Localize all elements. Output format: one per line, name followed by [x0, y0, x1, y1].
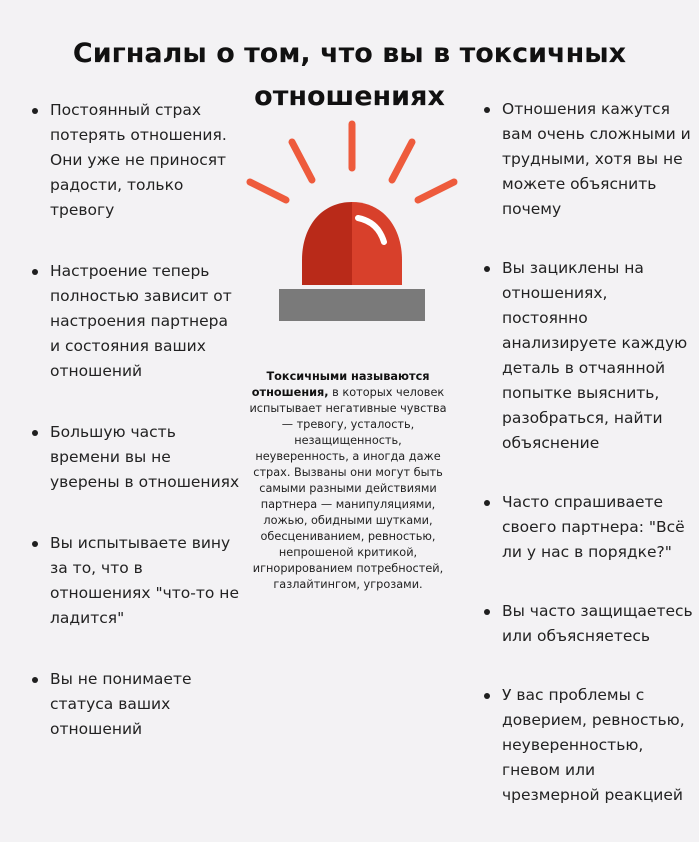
list-item — [478, 599, 693, 649]
list-item — [26, 98, 241, 223]
ray-upper-right — [392, 142, 412, 180]
list-item-text: Часто спрашиваете своего партнера: "Всё ли у нас в порядке?" — [502, 493, 685, 561]
ray-upper-left — [292, 142, 312, 180]
siren-dome-right — [352, 202, 402, 285]
definition-text — [248, 369, 448, 593]
right-signal-list — [478, 97, 693, 842]
list-item — [478, 256, 693, 456]
definition-bold: Токсичными называются отношения, — [251, 370, 430, 399]
list-item-text: Вы часто защищаетесь или объясняетесь — [502, 602, 693, 645]
definition-rest: в которых человек испытывает негативные чувства — тревогу, усталость, незащищенность, неуверенность, а иногда даже страх. Вызваны они могут быть самыми разными действиями партнера — манипуляциями, ложью, обидными шутками, обесцениванием, ревностью, непрошеной критикой, игнорированием потребностей, газлайтингом, угрозами. — [249, 386, 447, 591]
bullet-icon — [32, 430, 38, 436]
list-item — [478, 683, 693, 808]
siren-dome-left — [302, 202, 352, 285]
list-item-text: Вы зациклены на отношениях, постоянно анализируете каждую деталь в отчаянной попытке выяснить, разобраться, найти объяснение — [502, 259, 688, 452]
list-item — [26, 420, 241, 495]
list-item-text: Отношения кажутся вам очень сложными и трудными, хотя вы не можете объяснить почему — [502, 100, 691, 218]
ray-lower-right — [418, 182, 454, 200]
list-item — [26, 259, 241, 384]
list-item — [26, 531, 241, 631]
title-line-2: отношениях — [254, 81, 445, 113]
list-item-text: Настроение теперь полностью зависит от настроения партнера и состояния ваших отношений — [50, 262, 232, 380]
list-item-text: У вас проблемы с доверием, ревностью, неуверенностью, гневом или чрезмерной реакцией — [502, 686, 685, 804]
siren-icon — [240, 110, 464, 330]
list-item — [26, 667, 241, 742]
left-signal-list — [26, 98, 241, 778]
bullet-icon — [484, 693, 490, 699]
bullet-icon — [484, 107, 490, 113]
list-item-text: Большую часть времени вы не уверены в отношениях — [50, 423, 240, 491]
list-item-text: Постоянный страх потерять отношения. Они уже не приносят радости, только тревогу — [50, 101, 227, 219]
title-line-1: Сигналы о том, что вы в токсичных — [72, 38, 627, 70]
bullet-icon — [484, 266, 490, 272]
list-item-text: Вы испытываете вину за то, что в отношениях "что-то не ладится" — [50, 534, 239, 627]
list-item — [478, 97, 693, 222]
bullet-icon — [32, 677, 38, 683]
list-item-text: Вы не понимаете статуса ваших отношений — [50, 670, 192, 738]
bullet-icon — [484, 609, 490, 615]
bullet-icon — [484, 500, 490, 506]
ray-lower-left — [250, 182, 286, 200]
siren-base — [279, 289, 425, 321]
list-item — [478, 490, 693, 565]
bullet-icon — [32, 108, 38, 114]
bullet-icon — [32, 269, 38, 275]
bullet-icon — [32, 541, 38, 547]
